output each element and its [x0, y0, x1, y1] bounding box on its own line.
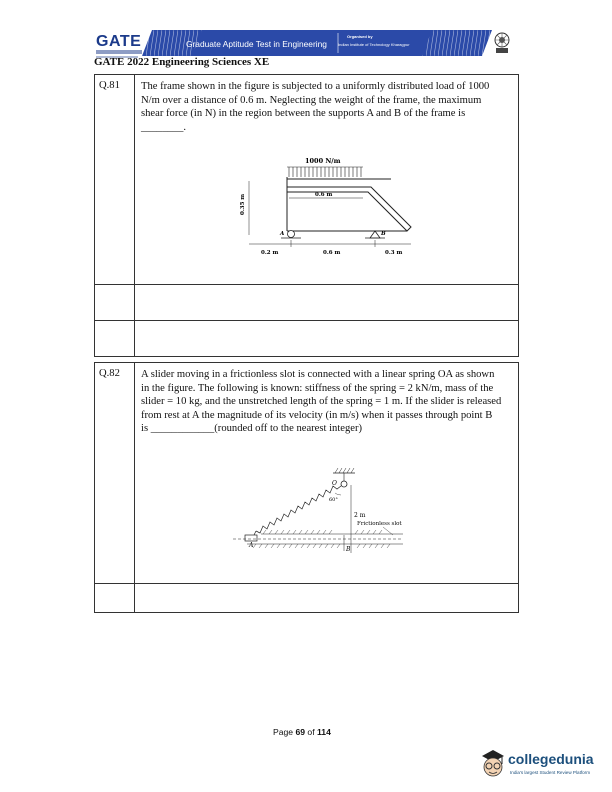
iit-emblem-icon	[491, 31, 513, 55]
page-current: 69	[295, 727, 306, 737]
q82-line-2: in the figure. The following is known: stiffness of the spring = 2 kN/m, mass of the	[141, 382, 494, 394]
q81-support-a: A	[280, 231, 285, 237]
collegedunia-mascot-icon	[478, 748, 508, 782]
logo-stripe	[96, 50, 142, 54]
q82-slider-figure	[233, 465, 423, 571]
q81-load-label: 1000 N/m	[305, 157, 341, 165]
q81-blank-row-1-right	[134, 284, 519, 321]
q82-blank-row-right	[134, 583, 519, 613]
q82-text	[141, 368, 514, 436]
page-of: of	[305, 727, 317, 737]
q82-content-cell	[134, 362, 519, 584]
paper-title: GATE 2022 Engineering Sciences XE	[94, 56, 270, 68]
q81-frame-figure	[231, 155, 421, 275]
collegedunia-brand: collegedunia	[508, 751, 594, 767]
gate-logo: GATE	[96, 33, 142, 50]
q82-point-o: O	[332, 480, 337, 487]
q81-dim-left: 0.2 m	[261, 250, 279, 256]
page-number	[273, 727, 331, 737]
q82-slot-label: Frictionless slot	[357, 521, 402, 527]
page-prefix: Page	[273, 727, 296, 737]
q82-line-4: from rest at A the magnitude of its velocity (in m/s) when it passes through point B	[141, 409, 493, 421]
q81-number: Q.81	[99, 80, 120, 91]
q81-support-b: B	[381, 231, 386, 237]
q81-dim-mid: 0.6 m	[323, 250, 341, 256]
header-organised-by: Organised by	[347, 34, 373, 39]
q81-line-1: The frame shown in the figure is subjected to a uniformly distributed load of 1000	[141, 81, 490, 92]
q81-dim-right: 0.3 m	[385, 250, 403, 256]
q81-line-3: shear force (in N) in the region between the supports A and B of the frame is	[141, 108, 466, 119]
q82-line-3: slider = 10 kg, and the unstretched length of the spring = 1 m. If the slider is released	[141, 396, 502, 407]
q81-line-2: N/m over a distance of 0.6 m. Neglecting the weight of the frame, the maximum	[141, 94, 482, 106]
q82-line-1: A slider moving in a frictionless slot is connected with a linear spring OA as shown	[141, 369, 495, 380]
q81-height-label: 0.35 m	[240, 193, 246, 215]
q82-number-cell	[94, 362, 135, 584]
q81-blank-row-2-left	[94, 320, 135, 357]
q82-line-5: is ____________(rounded off to the nearest integer)	[141, 423, 363, 434]
q81-content-cell	[134, 74, 519, 285]
q81-blank-row-1-left	[94, 284, 135, 321]
q82-height: 2 m	[354, 512, 366, 519]
q81-line-4: ________.	[141, 121, 187, 133]
collegedunia-tagline: India's largest Student Review Platform	[510, 770, 591, 775]
q82-angle: 60°	[329, 497, 338, 503]
page-total: 114	[316, 727, 331, 737]
header-title: Graduate Aptitude Test in Engineering	[186, 39, 327, 49]
q82-blank-row-left	[94, 583, 135, 613]
q81-text	[141, 80, 514, 134]
header-institute: Indian Institute of Technology Kharagpur	[338, 42, 410, 47]
q82-point-a: A	[249, 542, 254, 549]
q81-number-cell	[94, 74, 135, 285]
q82-point-b: B	[346, 546, 351, 553]
q81-blank-row-2-right	[134, 320, 519, 357]
q81-span-label: 0.6 m	[315, 192, 333, 198]
q82-number: Q.82	[99, 368, 120, 379]
